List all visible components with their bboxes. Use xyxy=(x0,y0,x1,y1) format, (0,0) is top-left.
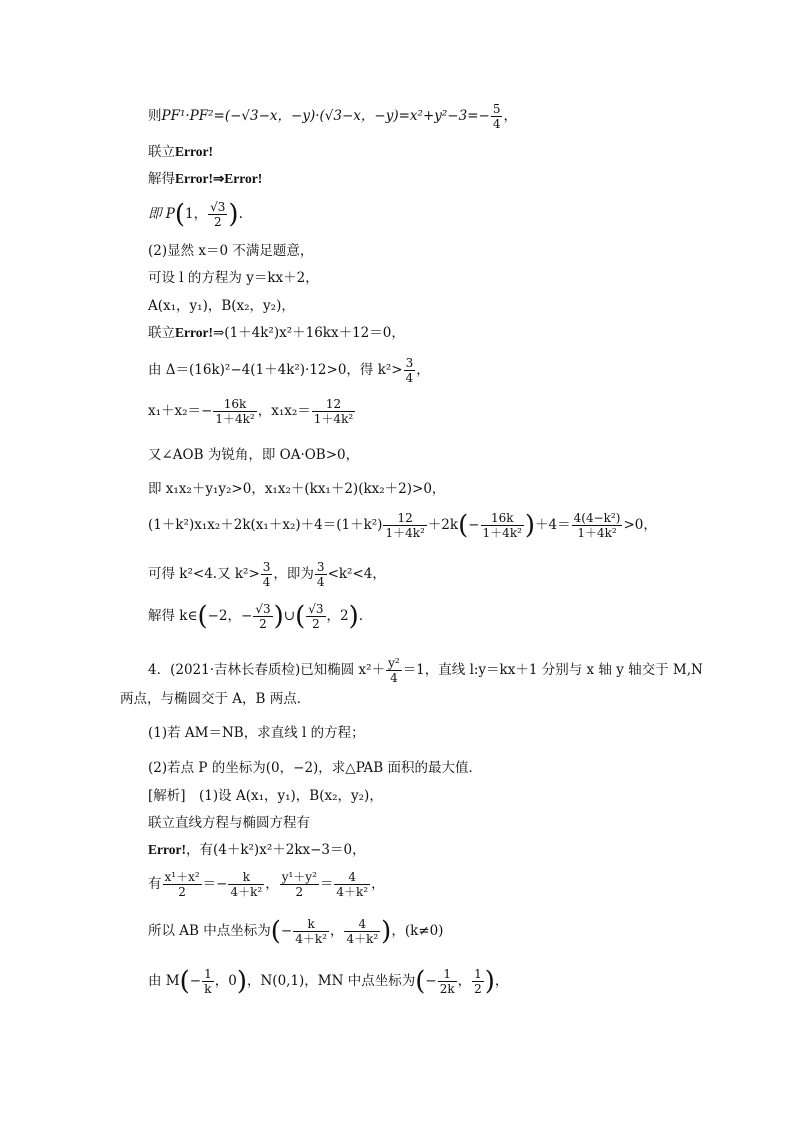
text: ＝− xyxy=(202,876,228,892)
fraction xyxy=(315,560,327,589)
paren-right: ) xyxy=(236,966,247,997)
text: 4．(2021·吉林长春质检)已知椭圆 x²＋ xyxy=(148,662,386,678)
line-quadratic-2 xyxy=(148,841,366,859)
fraction-numerator: 3 xyxy=(316,560,325,574)
fraction xyxy=(344,917,380,946)
fraction-denominator: 2 xyxy=(474,982,482,996)
paren-right: ) xyxy=(273,601,284,632)
text: 可得 k²<4.又 k²> xyxy=(148,566,260,582)
fraction-numerator: 4(4−k²) xyxy=(573,511,621,525)
fraction-numerator: 1 xyxy=(474,967,482,981)
line-dot-product xyxy=(148,102,517,131)
fraction xyxy=(261,560,273,589)
fraction xyxy=(312,397,355,426)
text: −2，− xyxy=(207,608,253,624)
text: ，有(4＋k²)x²＋2kx−3＝0， xyxy=(185,842,366,858)
line-mn-midpoint: 由 M(− $\frac{1}{k}$ ，0)，N(0,1)，MN 中点坐标为(− $\frac{1}{2k}$ ， $\frac{1}{2}$ )， xyxy=(148,966,509,997)
line-range-k2 xyxy=(148,560,386,589)
fraction xyxy=(253,602,272,631)
fraction xyxy=(386,656,402,685)
paren-right: ) xyxy=(228,199,239,230)
fraction-denominator: 2 xyxy=(208,214,227,229)
fraction-numerator: 3 xyxy=(262,560,271,574)
paren-left: ( xyxy=(295,601,306,632)
union-symbol: ∪ xyxy=(283,608,296,624)
fraction-denominator: 4 xyxy=(262,575,271,589)
fraction-numerator: 3 xyxy=(405,356,414,370)
text: 解得 k∈ xyxy=(148,608,198,624)
paren-left: ( xyxy=(270,916,281,947)
fraction-numerator: 5 xyxy=(492,102,501,116)
text: x₁＋x₂＝− xyxy=(148,403,213,419)
line-problem-4-cont: 两点，与椭圆交于 A，B 两点． xyxy=(120,691,311,707)
text: ， xyxy=(494,973,509,989)
paren-left: ( xyxy=(179,966,190,997)
fraction-denominator: 2 xyxy=(280,884,319,899)
text: 即 P xyxy=(148,206,175,222)
text-suffix: ， xyxy=(503,108,517,124)
fraction xyxy=(306,602,325,631)
text: ＋2k xyxy=(427,517,459,533)
fraction xyxy=(228,870,264,899)
fraction xyxy=(383,511,426,540)
fraction xyxy=(404,356,416,385)
text: >0， xyxy=(623,517,657,533)
paren-right: ) xyxy=(484,966,495,997)
line-expand: (1＋k²)x₁x₂＋2k(x₁＋x₂)＋4＝(1＋k²) $\frac{12}{\text{1＋4k²}}$ ＋2k(− $\frac{16k}{\text{1＋4k²}}$ )＋4＝ $\frac{\text{4(4−k²)}}{\text{1＋4k²}}$ >0， xyxy=(148,510,657,541)
error-text: Error!⇒Error! xyxy=(175,171,263,186)
line-answer-k xyxy=(148,602,363,631)
error-text: Error! xyxy=(148,842,186,857)
text: 有 xyxy=(148,876,162,892)
fraction-numerator: y² xyxy=(388,656,400,670)
line-question-2: (2)若点 P 的坐标为(0，−2)，求△PAB 面积的最大值． xyxy=(148,760,482,776)
line-solve xyxy=(148,170,262,188)
fraction-denominator: 4＋k² xyxy=(346,932,379,946)
paren-left: ( xyxy=(415,966,426,997)
fraction-denominator: 4 xyxy=(492,117,501,131)
line-combine xyxy=(148,143,213,161)
paren-left: ( xyxy=(458,510,469,541)
paren-right: ) xyxy=(524,510,536,541)
text: ＝1，直线 l:y＝kx＋1 分别与 x 轴 y 轴交于 M,N xyxy=(402,662,703,678)
fraction xyxy=(163,870,202,899)
line-point-p: 即 P(1， $\frac{√3}{2}$ ). xyxy=(148,199,243,230)
fraction-numerator: 4 xyxy=(358,917,367,931)
text: ，(k≠0) xyxy=(391,923,444,939)
fraction-numerator: k xyxy=(242,870,250,884)
line-quadratic xyxy=(148,324,405,342)
paren-left: ( xyxy=(197,601,208,632)
text: . xyxy=(358,608,364,624)
text: 所以 AB 中点坐标为 xyxy=(148,923,271,939)
fraction-numerator: √3 xyxy=(308,602,324,616)
fraction xyxy=(572,511,623,540)
line-analysis: [解析] (1)设 A(x₁，y₁)，B(x₂，y₂)， xyxy=(148,788,383,804)
line-part2: (2)显然 x＝0 不满足题意， xyxy=(148,243,314,259)
text: ， xyxy=(416,362,430,378)
fraction xyxy=(438,967,457,996)
fraction-numerator: 12 xyxy=(325,397,342,411)
fraction-denominator: 4 xyxy=(405,371,414,385)
line-midpoint-sums xyxy=(148,870,385,899)
paren-right: ) xyxy=(381,916,392,947)
text: ，x₁x₂＝ xyxy=(257,403,311,419)
fraction-numerator: 4 xyxy=(348,870,357,884)
fraction xyxy=(334,870,370,899)
error-text: Error! xyxy=(175,144,213,159)
fraction-denominator: 1＋4k² xyxy=(482,526,522,540)
line-discriminant xyxy=(148,356,430,385)
error-text: Error! xyxy=(175,325,213,340)
line-question-1: (1)若 AM＝NB，求直线 l 的方程； xyxy=(148,725,365,741)
fraction-denominator: 2 xyxy=(306,616,325,631)
line-points-ab: A(x₁，y₁)，B(x₂，y₂)， xyxy=(148,298,295,314)
line-inequality: 即 x₁x₂＋y₁y₂>0，x₁x₂＋(kx₁＋2)(kx₂＋2)>0， xyxy=(148,481,446,497)
fraction-numerator: y¹＋y² xyxy=(281,870,317,884)
fraction-denominator: 2 xyxy=(253,616,272,631)
fraction-denominator: k xyxy=(202,981,214,996)
fraction-denominator: 1＋4k² xyxy=(313,412,354,426)
text: 1， xyxy=(185,206,208,222)
fraction-denominator: 1＋4k² xyxy=(215,412,255,426)
fraction-numerator: 12 xyxy=(397,511,413,525)
text: ， xyxy=(371,876,385,892)
text: ＝ xyxy=(319,876,334,892)
fraction-numerator: √3 xyxy=(210,200,226,214)
text: ⇒(1＋4k²)x²＋16kx＋12＝0， xyxy=(212,325,405,341)
fraction-numerator: 1 xyxy=(443,967,451,981)
text: 由 Δ＝(16k)²−4(1＋4k²)·12>0，得 k²> xyxy=(148,362,403,378)
fraction-numerator: x¹＋x² xyxy=(164,870,200,884)
paren-right: ) xyxy=(348,601,359,632)
fraction-denominator: 4 xyxy=(316,575,325,589)
line-acute-angle: 又∠AOB 为锐角，即 OA·OB>0， xyxy=(148,447,360,463)
fraction-numerator: 16k xyxy=(223,397,247,411)
fraction xyxy=(280,870,319,899)
fraction-denominator: 4＋k² xyxy=(295,932,327,946)
text: ，2 xyxy=(326,608,349,624)
fraction xyxy=(213,397,256,426)
dot-expression: PF¹·PF²=(−√3−x，−y)·(√3−x，−y)=x²+y²−3=− xyxy=(161,108,490,124)
fraction-denominator: 4＋k² xyxy=(230,885,263,899)
line-ab-midpoint: 所以 AB 中点坐标为(− $\frac{k}{\text{4＋k²}}$ ， $\frac{4}{\text{4＋k²}}$ )，(k≠0) xyxy=(148,916,444,947)
fraction xyxy=(491,102,503,131)
text-prefix: 则 xyxy=(148,108,162,124)
line-equation-l: 可设 l 的方程为 y＝kx＋2， xyxy=(148,270,319,286)
text: ，0 xyxy=(214,973,237,989)
text: ，即为 xyxy=(273,566,314,582)
text: ， xyxy=(265,876,279,892)
fraction xyxy=(481,511,524,540)
fraction xyxy=(208,200,227,229)
text: 联立 xyxy=(148,325,175,341)
line-combine-equations: 联立直线方程与椭圆方程有 xyxy=(148,815,310,831)
fraction-denominator: 2 xyxy=(163,884,202,899)
line-problem-4 xyxy=(148,656,703,685)
text: <k²<4， xyxy=(327,566,386,582)
text: (1＋k²)x₁x₂＋2k(x₁＋x₂)＋4＝(1＋k²) xyxy=(148,517,383,533)
paren-left: ( xyxy=(174,199,186,230)
text: 联立 xyxy=(148,144,175,160)
fraction-denominator: 4＋k² xyxy=(336,885,369,899)
text: ＋4＝ xyxy=(535,517,571,533)
text: 由 M xyxy=(148,973,180,989)
fraction-denominator: 1＋4k² xyxy=(572,525,623,540)
fraction-denominator: 4 xyxy=(386,670,402,685)
fraction-numerator: k xyxy=(307,917,315,931)
line-vieta xyxy=(148,397,356,426)
fraction xyxy=(472,967,484,996)
text: 解得 xyxy=(148,171,175,187)
fraction-numerator: √3 xyxy=(255,602,271,616)
fraction-numerator: 1 xyxy=(204,967,212,981)
fraction xyxy=(202,967,214,996)
fraction-denominator: 2k xyxy=(439,982,455,996)
fraction-numerator: 16k xyxy=(490,511,514,525)
fraction xyxy=(293,917,329,946)
text: ，N(0,1)，MN 中点坐标为 xyxy=(246,973,416,989)
fraction-denominator: 1＋4k² xyxy=(385,526,425,540)
